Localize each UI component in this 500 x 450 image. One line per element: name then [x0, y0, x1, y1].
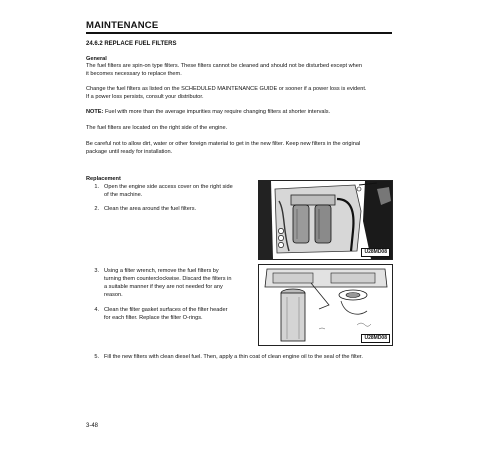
page-header: MAINTENANCE [86, 20, 159, 31]
filter-header-illustration [259, 265, 392, 345]
step-4-number: 4. [94, 307, 99, 313]
general-para-1-line-1: The fuel filters are spin-on type filters. These filters cannot be cleaned and should not be disturbed except when [86, 63, 363, 69]
general-heading: General [86, 56, 107, 62]
step-3-line-1: Using a filter wrench, remove the fuel filters by [104, 268, 219, 274]
note-prefix: NOTE: [86, 109, 104, 115]
general-para-2-line-2: If a power loss persists, consult your distributor. [86, 94, 204, 100]
general-para-3: The fuel filters are located on the right side of the engine. [86, 125, 228, 131]
general-para-4-line-1: Be careful not to allow dirt, water or other foreign material to get in the new filter. Keep new filters in the original [86, 141, 361, 147]
figure-filter-header-closeup [258, 264, 393, 346]
general-para-1-line-2: it becomes necessary to replace them. [86, 71, 182, 77]
step-3-line-3: a suitable manner if they are not needed for any [104, 284, 223, 290]
step-4-line-1: Clean the filter gasket surfaces of the filter header [104, 307, 228, 313]
step-1-line-2: of the machine. [104, 192, 143, 198]
general-para-4-line-2: package until ready for installation. [86, 149, 173, 155]
figure-1-code: U28MD08 [361, 248, 390, 257]
step-5-number: 5. [94, 354, 99, 360]
step-3-line-2: turning them counterclockwise. Discard the filters in [104, 276, 232, 282]
step-2-number: 2. [94, 206, 99, 212]
section-title: 24.6.2 REPLACE FUEL FILTERS [86, 41, 177, 47]
figure-engine-fuel-filters [258, 180, 393, 260]
replacement-heading: Replacement [86, 176, 121, 182]
step-1-number: 1. [94, 184, 99, 190]
page-number: 3-48 [86, 423, 99, 429]
note-text: Fuel with more than the average impurities may require changing filters at shorter intervals. [104, 109, 331, 115]
step-2-line-1: Clean the area around the fuel filters. [104, 206, 197, 212]
step-4-line-2: for each filter. Replace the filter O-rings. [104, 315, 203, 321]
step-1-line-1: Open the engine side access cover on the right side [104, 184, 233, 190]
note-paragraph [86, 109, 330, 117]
general-para-2-line-1: Change the fuel filters as listed on the SCHEDULED MAINTENANCE GUIDE or sooner if a power loss is evident. [86, 86, 367, 92]
step-3-line-4: reason. [104, 292, 123, 298]
header-rule [86, 32, 392, 34]
step-5-line-1: Fill the new filters with clean diesel fuel. Then, apply a thin coat of clean engine oil to the seal of the filter. [104, 354, 363, 360]
step-3-number: 3. [94, 268, 99, 274]
figure-2-code: U28MD08 [361, 334, 390, 343]
